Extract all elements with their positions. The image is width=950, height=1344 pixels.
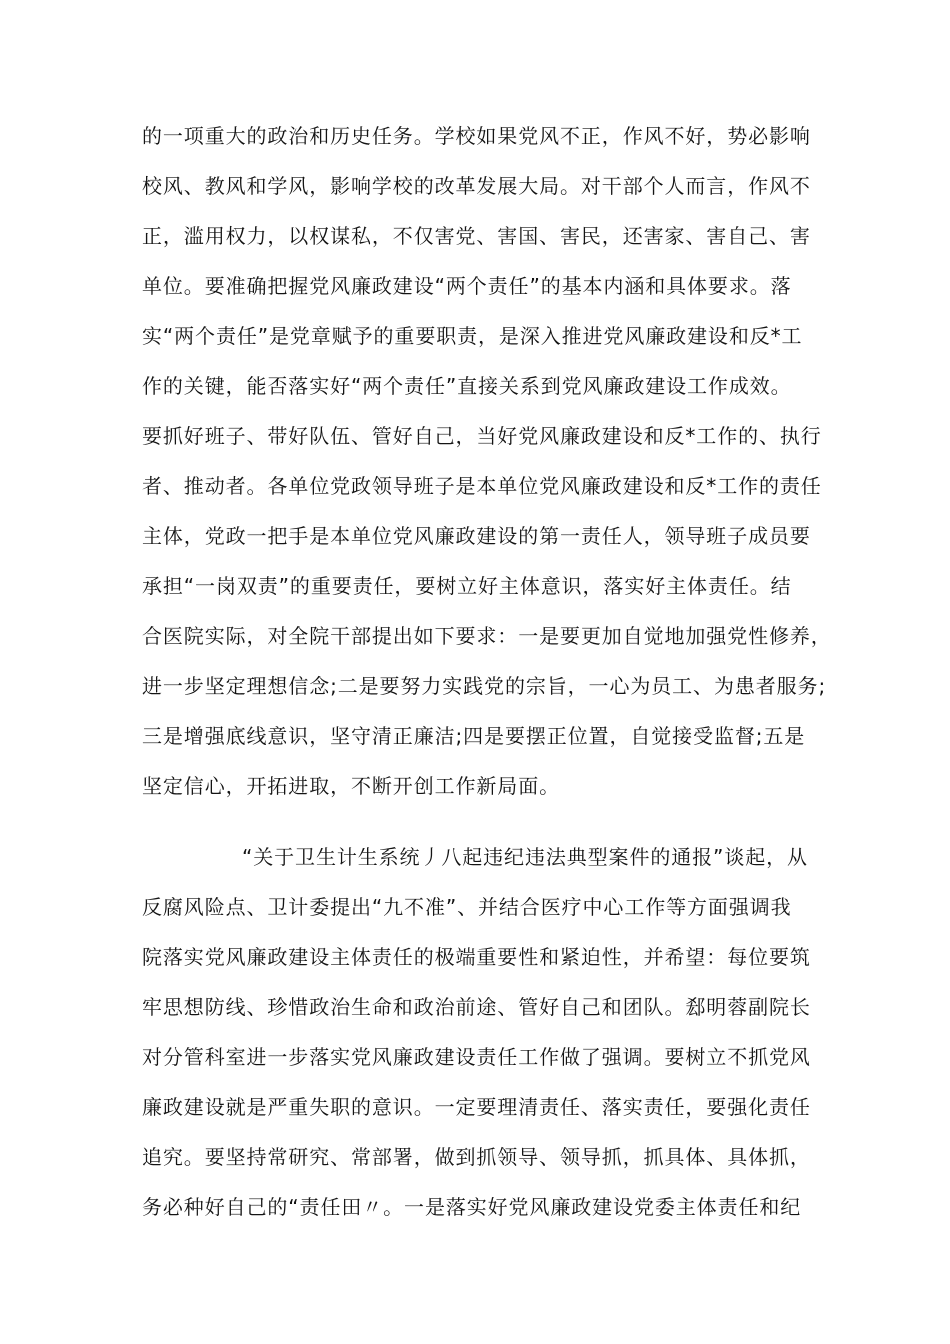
text-line: 校风、教风和学风，影响学校的改革发展大局。对干部个人而言，作风不 [142, 174, 811, 198]
text-line: 廉政建设就是严重失职的意识。一定要理清责任、落实责任，要强化责任 [142, 1095, 811, 1119]
text-line: 反腐风险点、卫计委提出“九不准”、并结合医疗中心工作等方面强调我 [142, 895, 792, 919]
text-line: 实“两个责任”是党章赋予的重要职责，是深入推进党风廉政建设和反*工 [142, 324, 803, 348]
text-line: 院落实党风廉政建设主体责任的极端重要性和紧迫性，并希望：每位要筑 [142, 945, 811, 969]
text-line: 坚定信心，开拓进取，不断开创工作新局面。 [142, 774, 560, 798]
text-line: 务必种好自己的“责任田〃。一是落实好党风廉政建设党委主体责任和纪 [142, 1195, 802, 1219]
paragraph-2 [142, 832, 811, 1232]
text-line: 牢思想防线、珍惜政治生命和政治前途、管好自己和团队。郄明蓉副院长 [142, 995, 811, 1019]
text-line: 作的关键，能否落实好“两个责任”直接关系到党风廉政建设工作成效。 [142, 374, 792, 398]
text-line: 的一项重大的政治和历史任务。学校如果党风不正，作风不好，势必影响 [142, 124, 811, 148]
text-line: 追究。要坚持常研究、常部署，做到抓领导、领导抓，抓具体、具体抓， [142, 1145, 811, 1169]
text-line: 承担“一岗双责”的重要责任，要树立好主体意识，落实好主体责任。结 [142, 574, 792, 598]
text-line: 正，滥用权力，以权谋私，不仅害党、害国、害民，还害家、害自己、害 [142, 224, 811, 248]
text-line: 主体，党政一把手是本单位党风廉政建设的第一责任人，领导班子成员要 [142, 524, 811, 548]
text-line-indented: “关于卫生计生系统丿八起违纪违法典型案件的通报”谈起，从 [242, 845, 808, 869]
text-line: 进一步坚定理想信念;二是要努力实践党的宗旨，一心为员工、为患者服务; [142, 674, 827, 698]
text-line: 合医院实际，对全院干部提出如下要求：一是要更加自觉地加强党性修养， [142, 624, 832, 648]
text-line: 对分管科室进一步落实党风廉政建设责任工作做了强调。要树立不抓党风 [142, 1045, 811, 1069]
text-line: 要抓好班子、带好队伍、管好自己，当好党风廉政建设和反*工作的、执行 [142, 424, 822, 448]
text-line: 单位。要准确把握党风廉政建设“两个责任”的基本内涵和具体要求。落 [142, 274, 792, 298]
text-line: 三是增强底线意识，坚守清正廉洁;四是要摆正位置，自觉接受监督;五是 [142, 724, 806, 748]
paragraph-1 [142, 111, 832, 811]
text-line: 者、推动者。各单位党政领导班子是本单位党风廉政建设和反*工作的责任 [142, 474, 822, 498]
